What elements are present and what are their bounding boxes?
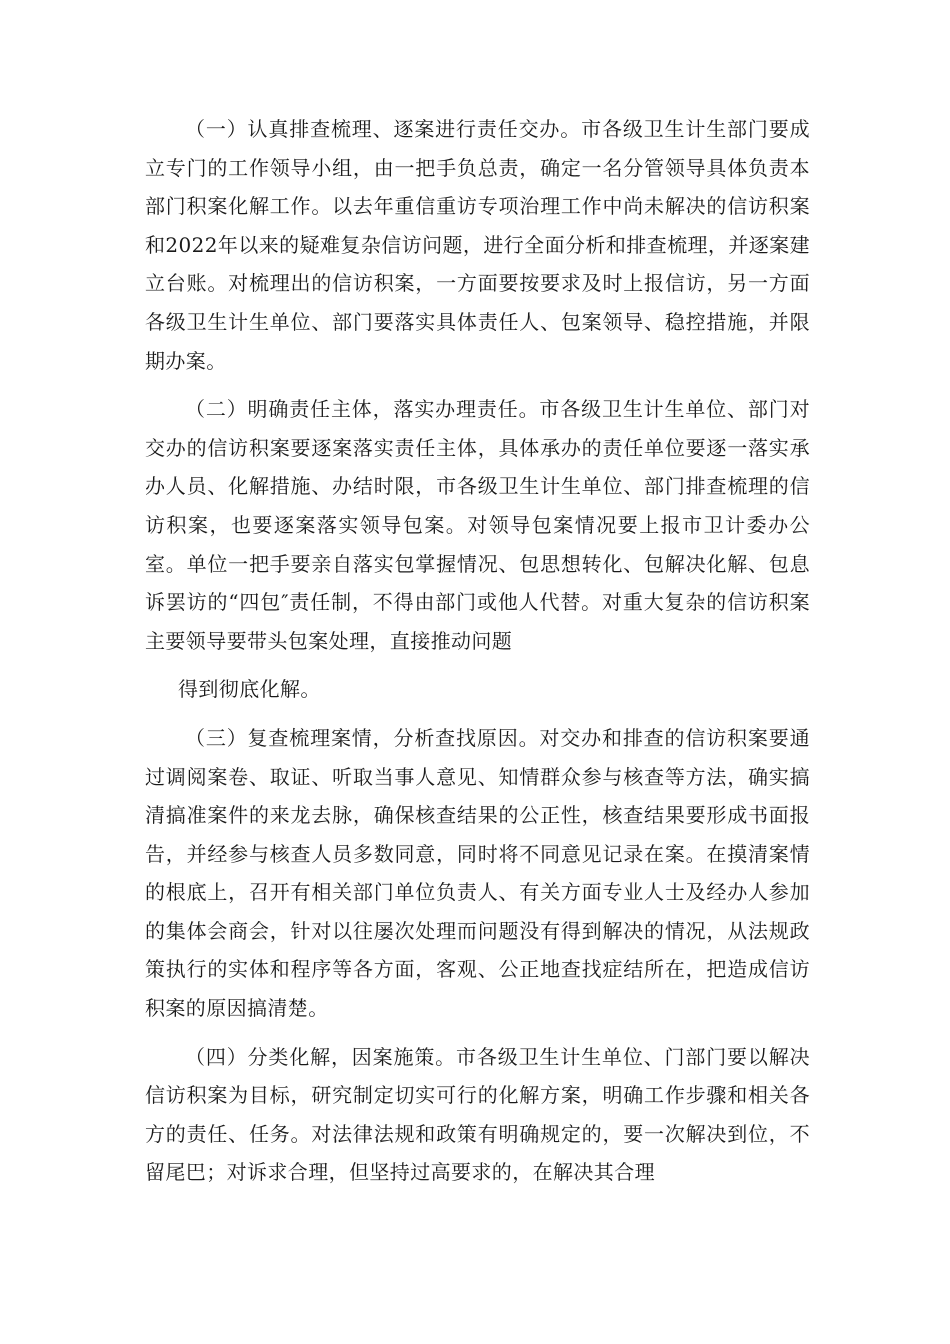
paragraph-2-continuation: 得到彻底化解。 xyxy=(178,677,321,702)
paragraph-2: （二）明确责任主体，落实办理责任。市各级卫生计生单位、部门对交办的信访积案要逐案落实责任主体，具体承办的责任单位要逐一落实承办人员、化解措施、办结时限，市各级卫生计生单位、部门排查梳理的信访积案，也要逐案落实领导包案。对领导包案情况要上报市卫计委办公室。单位一把手要亲自落实包掌握情况、包思想转化、包解决化解、包息诉罢访的“四包″责任制，不得由部门或他人代替。对重大复杂的信访积案主要领导要带头包案处理，直接推动问题 xyxy=(145,397,810,653)
paragraph-4: （四）分类化解，因案施策。市各级卫生计生单位、门部门要以解决信访积案为目标，研究制定切实可行的化解方案，明确工作步骤和相关各方的责任、任务。对法律法规和政策有明确规定的，要一次解决到位，不留尾巴；对诉求合理，但坚持过高要求的，在解决其合理 xyxy=(145,1044,810,1185)
paragraph-3: （三）复查梳理案情，分析查找原因。对交办和排查的信访积案要通过调阅案卷、取证、听取当事人意见、知情群众参与核查等方法，确实搞清搞准案件的来龙去脉，确保核查结果的公正性，核查结果要形成书面报告，并经参与核查人员多数同意，同时将不同意见记录在案。在摸清案情的根底上，召开有相关部门单位负责人、有关方面专业人士及经办人参加的集体会商会，针对以往屡次处理而问题没有得到解决的情况，从法规政策执行的实体和程序等各方面，客观、公正地查找症结所在，把造成信访积案的原因搞清楚。 xyxy=(145,725,810,1021)
document-body xyxy=(145,110,810,1202)
paragraph-1: （一）认真排查梳理、逐案进行责任交办。市各级卫生计生部门要成立专门的工作领导小组，由一把手负总责，确定一名分管领导具体负责本部门积案化解工作。以去年重信重访专项治理工作中尚未解决的信访积案和2022年以来的疑难复杂信访问题，进行全面分析和排查梳理，并逐案建立台账。对梳理出的信访积案，一方面要按要求及时上报信访，另一方面各级卫生计生单位、部门要落实具体责任人、包案领导、稳控措施，并限期办案。 xyxy=(145,117,810,373)
